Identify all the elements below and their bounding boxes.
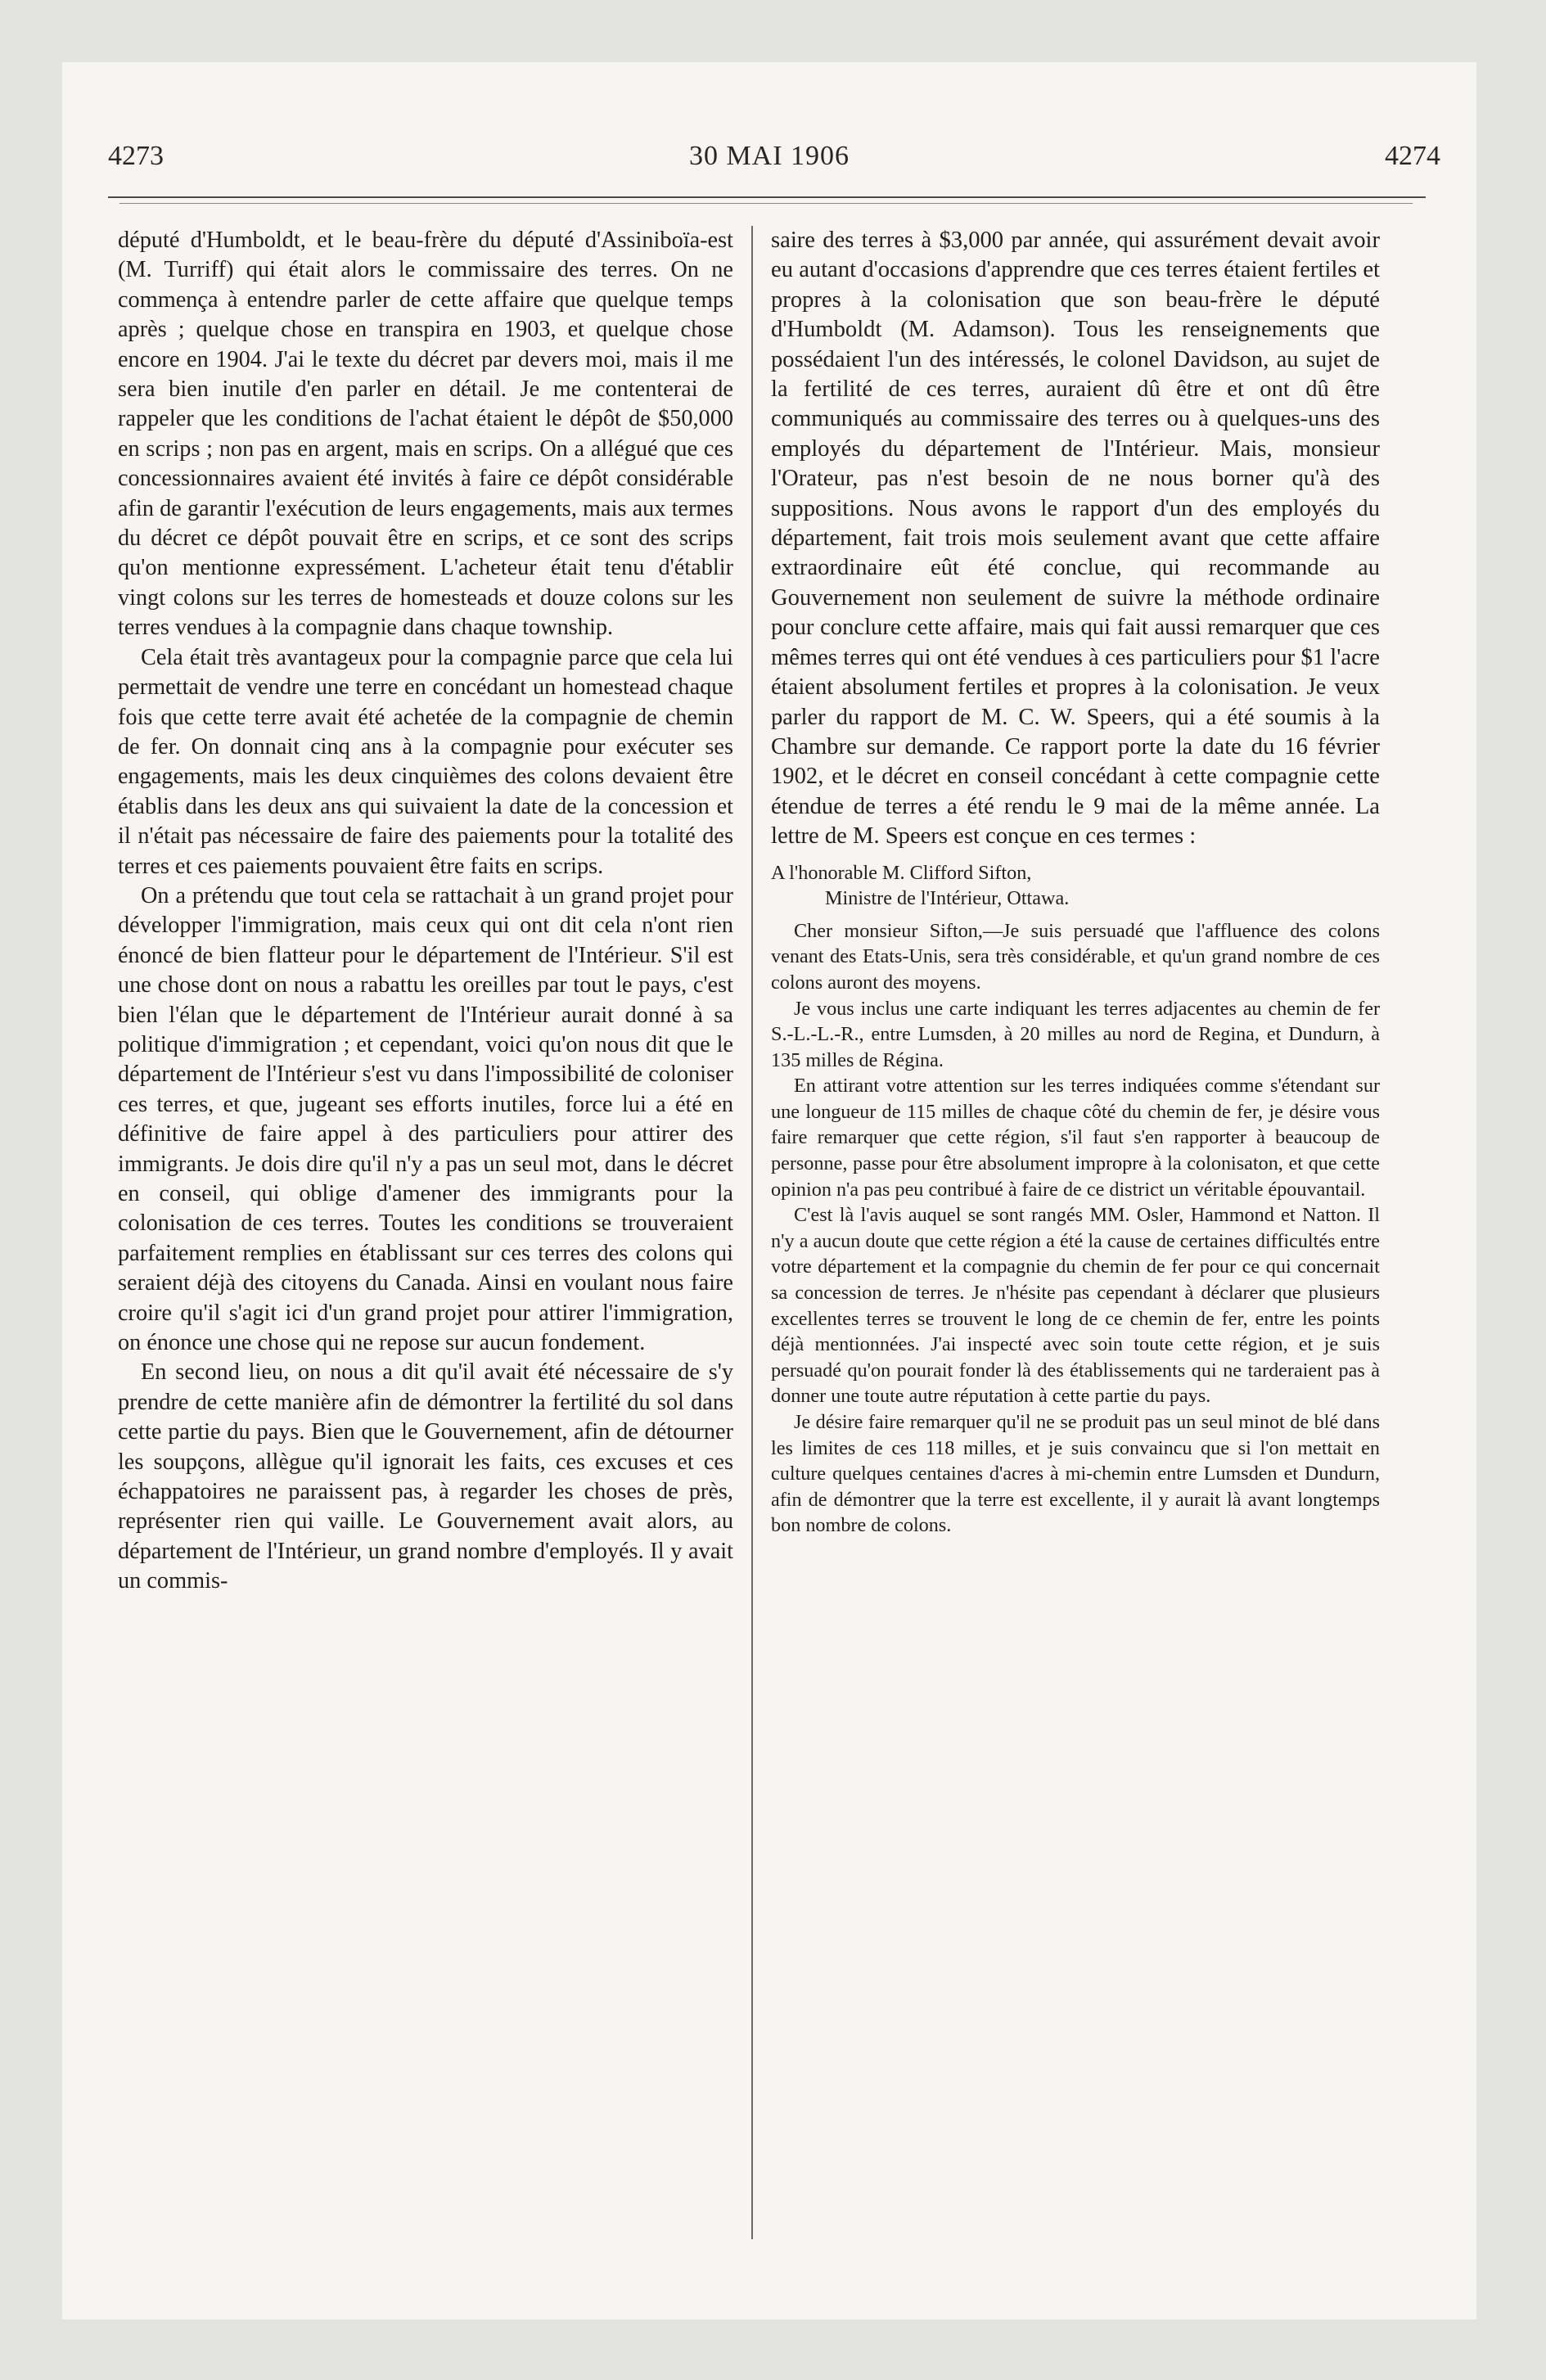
page-sheet: [62, 62, 1476, 2319]
letter-paragraph: Cher monsieur Sifton,—Je suis persuadé que l'affluence des colons venant des Etats-Unis, sera très considérable, et qu'un grand nombre de ces colons auront des moyens.: [771, 919, 1380, 994]
letter-paragraph: Je vous inclus une carte indiquant les terres adjacentes au chemin de fer S.-L.-L.-R., entre Lumsden, à 20 milles au nord de Regina, et Dundurn, à 135 milles de Régina.: [771, 997, 1380, 1071]
letter-paragraph: En attirant votre attention sur les terres indiquées comme s'étendant sur une longueur de 115 milles de chaque côté du chemin de fer, je désire vous faire remarquer que cette région, s'il faut s'en rapporter à beaucoup de personne, passe pour être absolument impropre à la colonisaton, et que cette opinion n'a pas peu contribué à faire de ce district un véritable épouvantail.: [771, 1075, 1380, 1201]
header-rule-secondary: [119, 203, 1413, 204]
letter-address-line: Ministre de l'Intérieur, Ottawa.: [825, 887, 1070, 910]
header-rule: [108, 196, 1426, 198]
column-divider: [751, 226, 753, 2239]
left-column: [118, 226, 733, 1597]
paragraph: saire des terres à $3,000 par année, qui assurément devait avoir eu autant d'occasions d'apprendre que ces terres étaient fertiles et propres à la colonisation que son beau-frère le député d'Humboldt (M. Adamson). Tous les renseignements que possédaient l'un des intéressés, le colonel Davidson, au sujet de la fertilité de ces terres, auraient dû être et ont dû être communiqués au commissaire des terres ou à quelques-uns des employés du département de l'Intérieur. Mais, monsieur l'Orateur, pas n'est besoin de ne nous borner qu'à des suppositions. Nous avons le rapport d'un des employés du département, fait trois mois seulement avant que cette affaire extraordinaire eût été conclue, qui recommande au Gouvernement non seulement de suivre la méthode ordinaire pour conclure cette affaire, mais qui fait aussi remarquer que ces mêmes terres qui ont été vendues à ces particuliers pour $1 l'acre étaient absolument fertiles et propres à la colonisation. Je veux parler du rapport de M. C. W. Speers, qui a été soumis à la Chambre sur demande. Ce rapport porte la date du 16 février 1902, et le décret en conseil concédant à cette compagnie cette étendue de terres a été rendu le 9 mai de la même année. La lettre de M. Speers est conçue en ces termes :: [771, 228, 1380, 850]
paragraph: Cela était très avantageux pour la compagnie parce que cela lui permettait de vendre une terre en concédant un homestead chaque fois que cette terre avait été achetée de la compagnie de chemin de fer. On donnait cinq ans à la compagnie pour exécuter ses engagements, mais les deux cinquièmes des colons devaient être établis dans les deux ans qui suivaient la date de la concession et il n'était pas nécessaire de faire des paiements pour la totalité des terres et ces paiements pouvaient être faits en scrips.: [118, 644, 733, 879]
letter-paragraph: Je désire faire remarquer qu'il ne se produit pas un seul minot de blé dans les limites de ces 118 milles, et je suis convaincu que si l'on mettait en culture quelques centaines d'acres à mi-chemin entre Lumsden et Dundurn, afin de démontrer que la terre est excellente, il y aurait là avant longtemps bon nombre de colons.: [771, 1411, 1380, 1537]
letter-paragraph: C'est là l'avis auquel se sont rangés MM. Osler, Hammond et Natton. Il n'y a aucun doute que cette région a été la cause de certaines difficultés entre votre département et la compagnie du chemin de fer pour ce qui concernait sa concession de terres. Je n'hésite pas cependant à déclarer que plusieurs excellentes terres se trouvent le long de ce chemin de fer, entre les points déjà mentionnées. J'ai inspecté avec soin toute cette région, et je suis persuadé qu'on pourait fonder là des établissements qui ne tarderaient pas à donner une toute autre réputation à cette partie du pays.: [771, 1204, 1380, 1408]
paragraph: député d'Humboldt, et le beau-frère du député d'Assiniboïa-est (M. Turriff) qui était alors le commissaire des terres. On ne commença à entendre parler de cette affaire que quelque temps après ; quelque chose en transpira en 1903, et quelque chose encore en 1904. J'ai le texte du décret par devers moi, mais il me sera bien inutile d'en parler en détail. Je me contenterai de rappeler que les conditions de l'achat étaient le dépôt de $50,000 en scrips ; non pas en argent, mais en scrips. On a allégué que ces concessionnaires avaient été invités à faire ce dépôt considérable afin de garantir l'exécution de leurs engagements, mais aux termes du décret ce dépôt pouvait être en scrips, et ce sont des scrips qu'on mentionne expressément. L'acheteur était tenu d'établir vingt colons sur les terres de homesteads et douze colons sur les terres vendues à la compagnie dans chaque township.: [118, 228, 733, 641]
paragraph: On a prétendu que tout cela se rattachait à un grand projet pour développer l'immigration, mais ceux qui ont dit cela n'ont rien énoncé de bien flatteur pour le département de l'Intérieur. S'il est une chose dont on nous a rabattu les oreilles par tout le pays, c'est bien l'élan que le département de l'Intérieur aurait donné à sa politique d'immigration ; et cependant, voici qu'on nous dit que le département de l'Intérieur s'est vu dans l'impossibilité de coloniser ces terres, et que, jugeant ses efforts inutiles, force lui a été en définitive de faire appel à des particuliers pour attirer des immigrants. Je dois dire qu'il n'y a pas un seul mot, dans le décret en conseil, qui oblige d'amener des immigrants pour la colonisation de ces terres. Toutes les conditions se trouveraient parfaitement remplies en établissant sur ces terres des colons qui seraient déjà des citoyens du Canada. Ainsi en voulant nous faire croire qu'il s'agit ici d'un grand projet pour attirer l'immigration, on énonce une chose qui ne repose sur aucun fondement.: [118, 882, 733, 1356]
page-number-right: 4274: [1385, 141, 1440, 171]
paragraph: En second lieu, on nous a dit qu'il avait été nécessaire de s'y prendre de cette manière afin de démontrer la fertilité du sol dans cette partie du pays. Bien que le Gouvernement, afin de détourner les soupçons, allègue qu'il ignorait les faits, ces excuses et ces échappatoires ne paraissent pas, à regarder les choses de près, représenter rien qui vaille. Le Gouvernement avait alors, au département de l'Intérieur, un grand nombre d'employés. Il y avait un commis-: [118, 1359, 733, 1594]
page-number-left: 4273: [108, 141, 164, 171]
letter-address-line: A l'honorable M. Clifford Sifton,: [771, 861, 1032, 884]
page-header: [62, 62, 1476, 185]
page-date: 30 MAI 1906: [688, 141, 850, 171]
right-column: [771, 226, 1380, 1539]
